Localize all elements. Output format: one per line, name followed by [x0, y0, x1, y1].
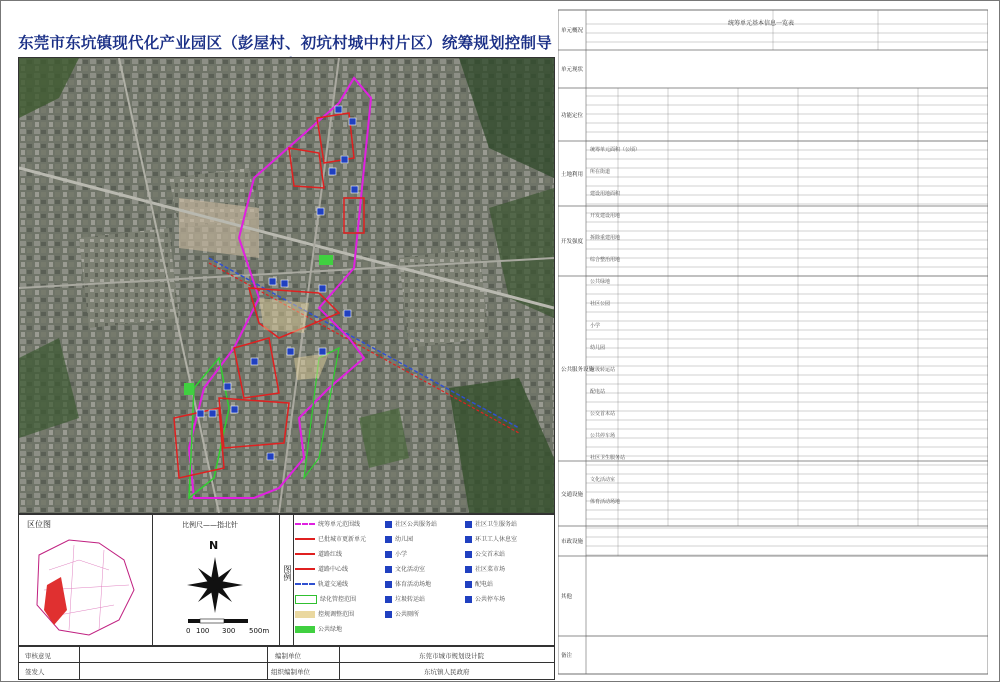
page-title: 东莞市东坑镇现代化产业园区（彭屋村、初坑村城中村片区）统筹规划控制导	[18, 34, 552, 52]
legend-label: 道路中心线	[318, 566, 349, 573]
legend-label: 已批城市更新单元	[318, 536, 367, 543]
legend-label: 文化活动室	[395, 566, 426, 573]
legend-item	[295, 534, 366, 543]
signature-block	[18, 646, 555, 680]
scale-500: 500m	[249, 627, 270, 635]
table-cell: 开发建设用地	[590, 213, 621, 219]
legend-symbol-icon	[295, 538, 315, 542]
legend-symbol-icon	[465, 566, 472, 573]
legend-label: 统筹单元范围线	[318, 521, 361, 528]
legend-symbol-icon	[385, 521, 392, 528]
legend-item	[385, 519, 437, 528]
legend-label: 社区公共服务站	[395, 521, 438, 528]
locator-title: 区位图	[27, 520, 51, 529]
legend-item	[385, 579, 431, 588]
scale-300: 300	[222, 627, 236, 635]
legend-item	[385, 609, 419, 618]
legend-label: 社区菜市场	[475, 566, 506, 573]
legend-title: 图例	[283, 565, 292, 581]
legend-item	[295, 579, 348, 588]
locator-map	[19, 515, 153, 645]
legend-item	[465, 594, 505, 603]
table-section-label: 公共服务设施	[561, 366, 595, 373]
aerial-map[interactable]	[18, 57, 555, 514]
table-header: 统筹单元基本信息一览表	[728, 20, 795, 27]
legend-item	[465, 549, 505, 558]
table-cell: 幼儿园	[590, 345, 606, 351]
legend-label: 垃圾转运站	[395, 596, 426, 603]
legend-label: 公共停车场	[475, 596, 506, 603]
table-section-label: 单元概况	[561, 28, 584, 34]
table-cell: 统筹单元面积（公顷）	[590, 147, 641, 153]
legend-item	[465, 519, 517, 528]
legend-item	[385, 534, 413, 543]
legend-label: 公共绿地	[318, 626, 343, 633]
table-cell: 建设用地面积	[590, 191, 621, 197]
legend-symbol-icon	[465, 521, 472, 528]
legend-symbol-icon	[295, 523, 315, 527]
table-cell: 体育活动场地	[590, 499, 621, 505]
legend-item	[465, 534, 517, 543]
table-cell: 公共停车场	[590, 433, 616, 439]
legend-symbol-icon	[465, 596, 472, 603]
legend-symbol-icon	[295, 626, 315, 633]
legend-symbol-icon	[295, 595, 317, 604]
legend-label: 体育活动场地	[395, 581, 432, 588]
legend-symbol-icon	[295, 611, 315, 618]
legend-item	[295, 564, 348, 573]
legend-label: 环卫工人休息室	[475, 536, 518, 543]
legend-label: 小学	[395, 551, 408, 558]
legend-symbol-icon	[385, 596, 392, 603]
legend-symbol-icon	[465, 536, 472, 543]
table-cell: 公共绿地	[590, 279, 611, 285]
legend-item	[465, 579, 493, 588]
table-section-label: 交通设施	[561, 491, 584, 498]
locator-shape	[19, 515, 152, 645]
sig-author-label: 编制单位	[275, 652, 301, 660]
legend-label: 控规调整范围	[318, 611, 355, 618]
legend-label: 社区卫生服务站	[475, 521, 518, 528]
table-cell: 拆除重建用地	[590, 235, 621, 241]
legend-label: 配电站	[475, 581, 494, 588]
sig-review-label: 审核意见	[25, 652, 51, 660]
legend-item	[385, 594, 425, 603]
scale-compass	[152, 515, 280, 645]
sig-org-label: 组织编制单位	[271, 668, 310, 676]
legend-label: 公交首末站	[475, 551, 506, 558]
table-section-label: 开发强度	[561, 239, 584, 245]
table-cell: 所在街道	[590, 169, 611, 175]
legend-item	[385, 564, 425, 573]
legend-label: 公共厕所	[395, 611, 420, 618]
legend-symbol-icon	[385, 566, 392, 573]
north-label: N	[209, 539, 219, 552]
table-cell: 文化活动室	[590, 477, 616, 483]
legend-symbol-icon	[295, 553, 315, 557]
legend-item	[295, 624, 342, 633]
table-cell: 社区卫生服务站	[590, 455, 626, 461]
legend-item	[295, 594, 356, 604]
legend	[295, 519, 553, 641]
scale-0: 0	[186, 627, 191, 635]
legend-symbol-icon	[385, 581, 392, 588]
compass-title: 比例尺——指北针	[182, 521, 238, 529]
legend-label: 绿化管控范围	[320, 596, 357, 603]
legend-symbol-icon	[465, 551, 472, 558]
table-section-label: 功能定位	[561, 112, 584, 119]
table-section-label: 备注	[561, 653, 573, 659]
legend-symbol-icon	[295, 583, 315, 587]
legend-item	[295, 549, 342, 558]
legend-item	[295, 519, 360, 528]
table-cell: 配电站	[590, 389, 606, 395]
legend-title-box	[279, 515, 294, 645]
table-cell: 公交首末站	[590, 411, 616, 417]
table-cell: 社区公园	[590, 301, 611, 307]
control-table-panel	[558, 6, 988, 678]
legend-label: 轨道交通线	[318, 581, 349, 588]
legend-symbol-icon	[295, 568, 315, 572]
table-cell: 综合整治用地	[590, 257, 621, 263]
scale-100: 100	[196, 627, 210, 635]
legend-item	[295, 609, 354, 618]
legend-label: 道路红线	[318, 551, 343, 558]
table-cell: 垃圾转运站	[590, 367, 616, 373]
table-section-label: 其他	[561, 594, 573, 600]
sig-author-value: 东莞市城市规划设计院	[419, 652, 484, 660]
map-lower-panel	[18, 514, 555, 646]
table-section-label: 市政设施	[561, 539, 584, 545]
table-section-label: 土地利用	[561, 171, 584, 178]
facility-icons	[19, 58, 554, 513]
legend-item	[465, 564, 505, 573]
sig-org-value: 东坑镇人民政府	[424, 668, 470, 676]
legend-item	[385, 549, 407, 558]
legend-symbol-icon	[385, 611, 392, 618]
table-cell: 小学	[590, 323, 601, 329]
legend-symbol-icon	[385, 536, 392, 543]
legend-symbol-icon	[465, 581, 472, 588]
legend-label: 幼儿园	[395, 536, 414, 543]
north-arrow-icon	[152, 515, 279, 645]
control-table-grid	[558, 6, 988, 678]
legend-symbol-icon	[385, 551, 392, 558]
table-section-label: 单元现状	[561, 67, 584, 73]
sig-issuer-label: 签发人	[25, 668, 45, 676]
